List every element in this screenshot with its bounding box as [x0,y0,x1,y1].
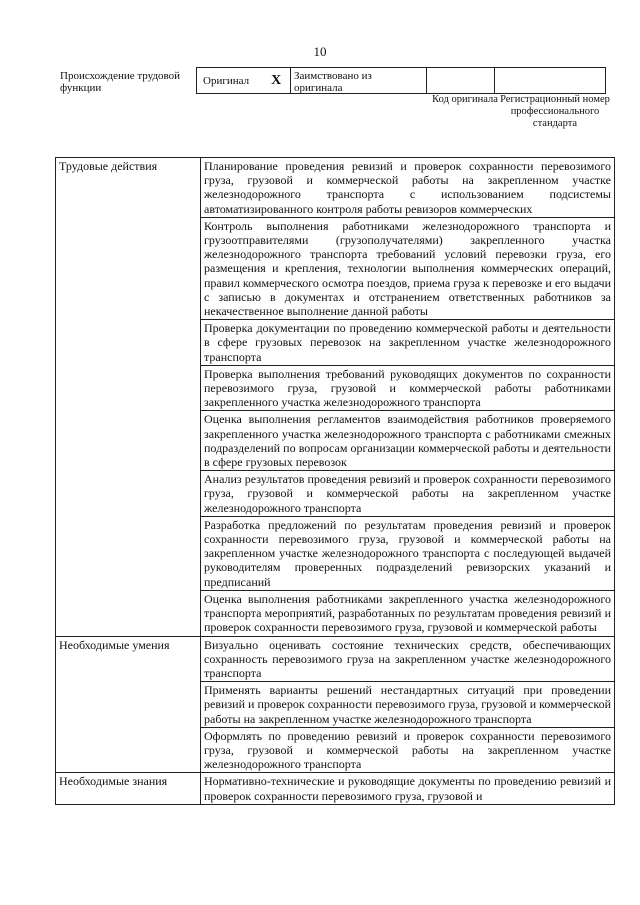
table-cell: Применять варианты решений нестандартных ситуаций при проведении ревизий и проверок сохранности перевозимого груза, грузовой и коммерческой работы на закрепленном участке железнодорожного транспорта [201,682,615,728]
reg-number-caption: Регистрационный номер профессионального стандарта [500,94,610,129]
table-cell: Оформлять по проведению ревизий и проверок сохранности перевозимого груза, грузовой и коммерческой работы на закрепленном участке железнодорожного транспорта [201,727,615,773]
original-cell [197,68,291,93]
reg-number-cell [495,68,605,93]
code-caption: Код оригинала [432,94,498,105]
table-cell: Проверка выполнения требований руководящих документов по сохранности перевозимого груза, грузовой и коммерческой работы работниками закрепленного участка железнодорожного транспорта [201,365,615,411]
section-title: Необходимые умения [56,636,201,773]
table-cell: Визуально оценивать состояние технических средств, обеспечивающих сохранность перевозимого груза на закрепленном участке железнодорожного транспорта [201,636,615,682]
table-cell: Разработка предложений по результатам проведения ревизий и проверок сохранности перевозимого груза, грузовой и коммерческой работы на закрепленном участке железнодорожного транспорта с последующей выдачей руководителям проверенных подразделений ревизорских указаний и предписаний [201,516,615,590]
table-cell: Планирование проведения ревизий и проверок сохранности перевозимого груза, грузовой и коммерческой работы на закрепленном участке железнодорожного транспорта с использованием подсистемы автоматизированного контроля работы ревизоров коммерческих [201,158,615,218]
origin-box [196,67,606,94]
table-cell: Нормативно-технические и руководящие документы по проведению ревизий и проверок сохранности перевозимого груза, грузовой и [201,773,615,804]
origin-label: Происхождение трудовой функции [60,70,181,94]
table-row [56,773,615,804]
section-title: Трудовые действия [56,158,201,637]
table-cell: Контроль выполнения работниками железнодорожного транспорта и грузоотправителями (грузополучателями) закрепленного участка железнодорожного транспорта требований условий перевозки груза, его размещения и крепления, технологии выполнения коммерческих операций, правил коммерческого осмотра поездов, приема груза к перевозке и его выдачи с записью в документах и отстранением ответственных работников за некачественное выполнение данной работы [201,217,615,319]
labor-function-table [55,157,615,805]
code-cell [427,68,495,93]
section-title: Необходимые знания [56,773,201,804]
table-row [56,636,615,682]
table-cell: Оценка выполнения работниками закрепленного участка железнодорожного транспорта мероприятий, разработанных по результатам проведения ревизий и проверок сохранности перевозимого груза, грузовой и коммерческой работы [201,590,615,636]
table-cell: Оценка выполнения регламентов взаимодействия работников проверяемого закрепленного участка железнодорожного транспорта с работниками смежных подразделений по вопросам организации коммерческой работы и деятельности в сфере грузовых перевозок [201,411,615,471]
page-number: 10 [313,44,327,59]
original-label: Оригинал [203,74,250,87]
table-cell: Анализ результатов проведения ревизий и проверок сохранности перевозимого груза, грузовой и коммерческой работы на закрепленном участке железнодорожного транспорта [201,471,615,517]
table-cell: Проверка документации по проведению коммерческой работы и деятельности в сфере грузовых перевозок на закрепленном участке железнодорожного транспорта [201,320,615,366]
table-row [56,158,615,218]
borrowed-cell: Заимствовано из оригинала [291,68,427,93]
original-mark: X [271,72,282,88]
